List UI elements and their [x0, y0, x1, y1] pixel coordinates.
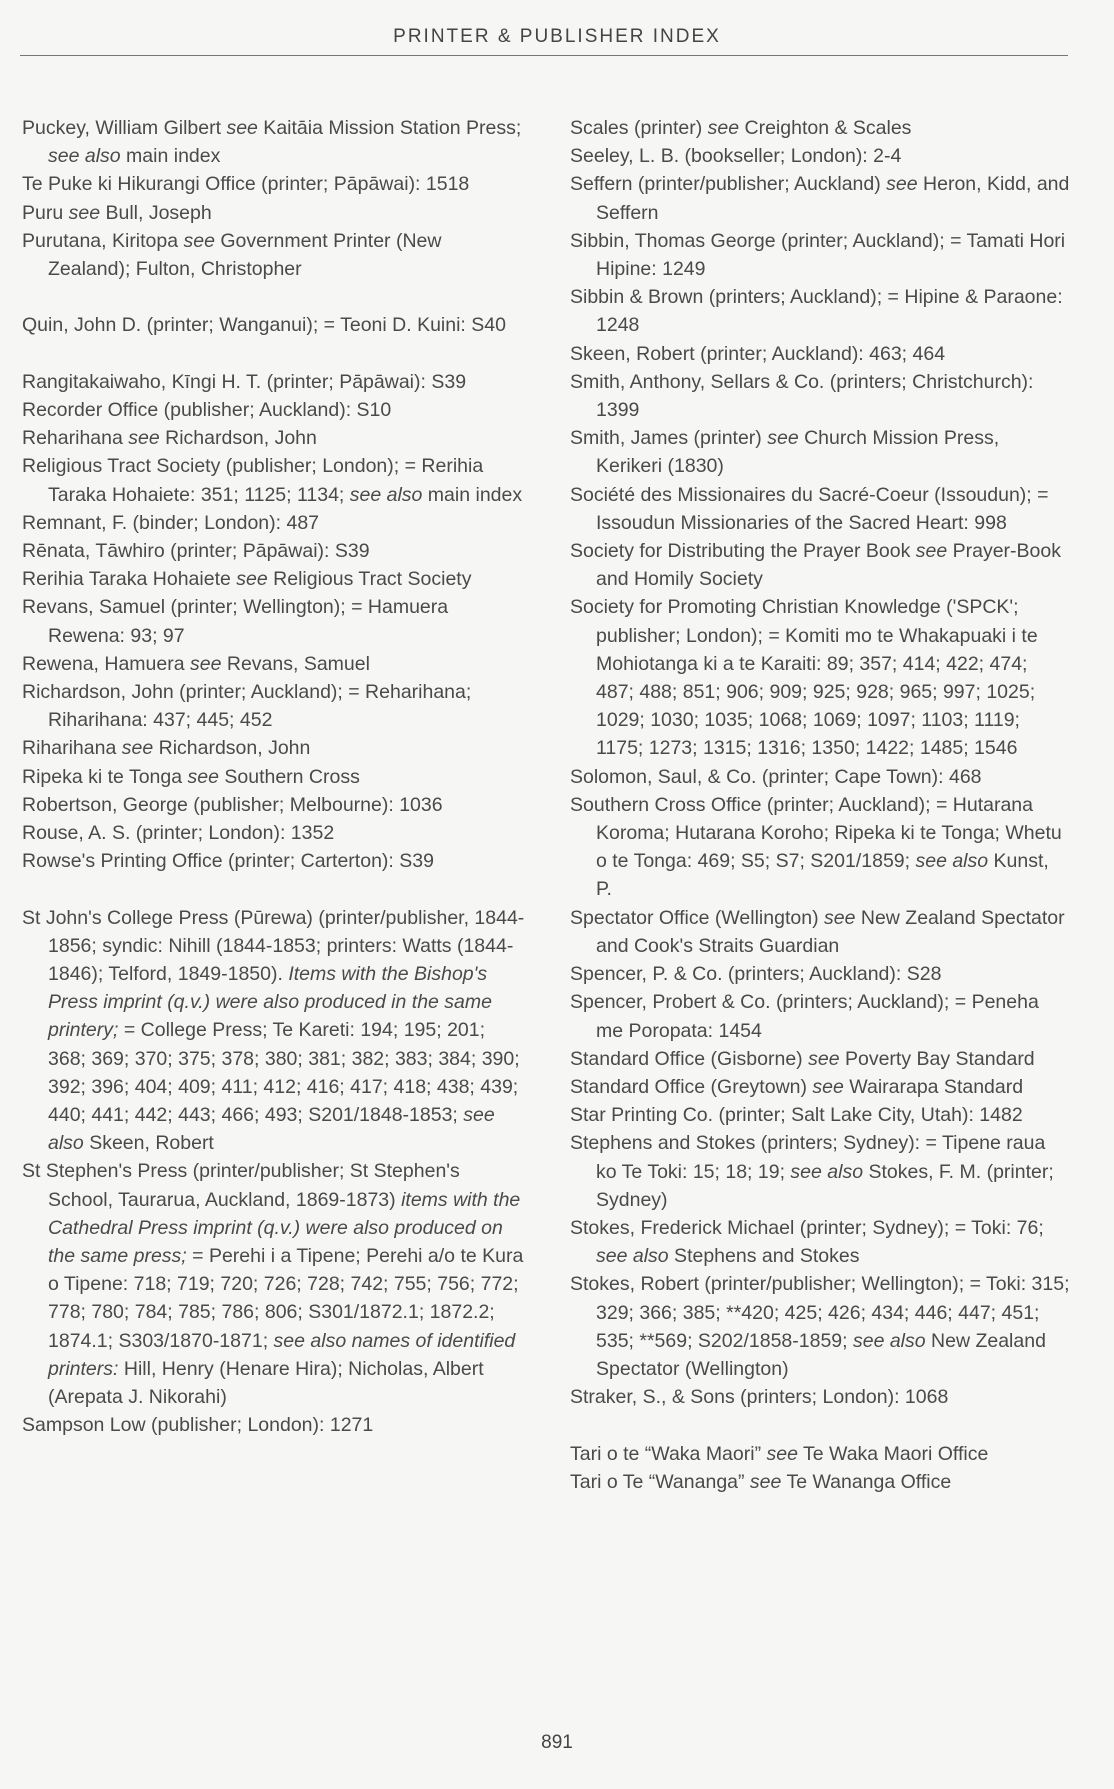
entry-gap: [22, 875, 527, 903]
entry-text: Smith, Anthony, Sellars & Co. (printers; Christchurch): 1399: [570, 370, 1034, 422]
index-entry: [570, 1214, 1070, 1270]
entry-text: = College Press; Te Kareti: 194; 195; 201; 368; 369; 370; 375; 378; 380; 381; 382; 383; 384; 390; 392; 396; 404; 409; 411; 412; 416; 417; 418; 438; 439; 440; 441; 442; 443; 466; 493; S201/1848-1853;: [48, 1019, 520, 1127]
entry-italic-text: see: [749, 1470, 782, 1493]
index-entry: [570, 1468, 1070, 1496]
entry-text: Société des Missionaires du Sacré-Coeur (Issoudun); = Issoudun Missionaries of the Sacred Heart: 998: [570, 483, 1049, 534]
entry-text: St Stephen's Press (printer/publisher; St Stephen's School, Taurarua, Auckland, 1869-1873): [22, 1160, 460, 1211]
entry-italic-text: see: [707, 117, 740, 139]
entry-italic-text: see: [121, 737, 154, 760]
entry-italic-text: see also names of identified printers:: [48, 1329, 516, 1380]
entry-italic-text: see: [68, 201, 101, 224]
index-entry: [570, 593, 1070, 762]
index-entry: [22, 199, 527, 227]
index-entry: [570, 1129, 1070, 1214]
entry-text: Prayer-Book and Homily Society: [596, 540, 1061, 591]
entry-italic-text: see also: [915, 850, 989, 873]
entry-text: Kaitāia Mission Station Press;: [257, 117, 522, 139]
entry-italic-text: Items with the Bishop's Press imprint (q.v.) were also produced in the same printery;: [48, 963, 492, 1042]
entry-italic-text: see: [886, 173, 918, 196]
entry-text: Stokes, Frederick Michael (printer; Sydney); = Toki: 76;: [570, 1216, 1044, 1239]
index-entry: [570, 904, 1070, 960]
entry-text: Heron, Kidd, and Seffern: [596, 173, 1070, 224]
index-entry: [22, 537, 527, 565]
entry-text: Bull, Joseph: [100, 201, 212, 224]
entry-text: Straker, S., & Sons (printers; London): 1068: [570, 1386, 949, 1409]
index-entry: [570, 1073, 1070, 1101]
entry-text: main index: [422, 483, 523, 506]
entry-italic-text: see: [767, 427, 799, 450]
index-entry: [570, 988, 1070, 1044]
entry-text: Rouse, A. S. (printer; London): 1352: [22, 822, 335, 845]
index-entry: [570, 368, 1070, 424]
entry-italic-text: see also: [349, 483, 423, 506]
entry-text: Seeley, L. B. (bookseller; London): 2-4: [570, 145, 902, 168]
entry-text: Puru: [22, 201, 69, 224]
entry-italic-text: see also: [852, 1329, 926, 1352]
entry-italic-text: see: [812, 1075, 844, 1098]
index-entry: [570, 424, 1070, 480]
entry-text: Te Wananga Office: [781, 1470, 952, 1493]
entry-text: Smith, James (printer): [570, 427, 768, 450]
entry-text: Puckey, William Gilbert: [22, 117, 227, 139]
entry-text: Remnant, F. (binder; London): 487: [22, 511, 320, 534]
index-entry: [570, 537, 1070, 593]
entry-text: Kunst, P.: [596, 850, 1049, 901]
index-entry: [570, 142, 1070, 170]
entry-text: main index: [120, 145, 221, 168]
entry-text: Tari o te “Waka Maori”: [570, 1442, 767, 1465]
entry-text: Spencer, P. & Co. (printers; Auckland): S28: [570, 963, 942, 986]
entry-gap: [570, 1411, 1070, 1439]
entry-text: Richardson, John: [159, 427, 317, 450]
index-entry: [22, 791, 527, 819]
entry-text: New Zealand Spectator (Wellington): [596, 1329, 1046, 1380]
entry-italic-text: see: [128, 427, 160, 450]
entry-italic-text: items with the Cathedral Press imprint (q.v.) were also produced on the same press;: [48, 1188, 521, 1268]
entry-text: Recorder Office (publisher; Auckland): S10: [22, 399, 392, 421]
entry-italic-text: see: [808, 1047, 840, 1070]
index-entry: [22, 734, 527, 762]
entry-text: Rēnata, Tāwhiro (printer; Pāpāwai): S39: [22, 540, 370, 563]
entry-text: Sibbin, Thomas George (printer; Auckland); = Tamati Hori Hipine: 1249: [570, 229, 1066, 281]
index-entry: [570, 960, 1070, 988]
index-entry: [22, 509, 527, 537]
index-entry: [22, 311, 527, 339]
index-entry: [570, 1045, 1070, 1073]
entry-italic-text: see: [766, 1442, 798, 1465]
entry-gap: [22, 340, 527, 368]
entry-italic-text: see: [915, 540, 948, 563]
entry-text: Te Waka Maori Office: [797, 1442, 989, 1465]
entry-text: Creighton & Scales: [739, 117, 912, 139]
entry-gap: [22, 283, 527, 311]
entry-text: Skeen, Robert: [83, 1132, 214, 1155]
entry-italic-text: see also: [48, 1104, 495, 1155]
entry-italic-text: see: [226, 117, 258, 139]
index-entry: [570, 1440, 1070, 1468]
entry-text: Seffern (printer/publisher; Auckland): [570, 173, 887, 196]
entry-text: Tari o Te “Wananga”: [570, 1470, 750, 1493]
entry-text: Southern Cross: [218, 765, 360, 788]
index-entry: [22, 452, 527, 508]
index-entry: [570, 481, 1070, 537]
entry-text: Te Puke ki Hikurangi Office (printer; Pāpāwai): 1518: [22, 173, 470, 196]
entry-italic-text: see also: [596, 1245, 669, 1268]
index-entry: [22, 819, 527, 847]
entry-italic-text: see: [183, 229, 215, 252]
entry-text: Sampson Low (publisher; London): 1271: [22, 1414, 374, 1437]
entry-text: Richardson, John: [153, 737, 311, 760]
entry-italic-text: see also: [48, 145, 121, 168]
index-entry: [570, 114, 1070, 142]
entry-text: Standard Office (Gisborne): [570, 1047, 809, 1070]
entry-text: Solomon, Saul, & Co. (printer; Cape Town): 468: [570, 765, 982, 788]
entry-italic-text: see: [190, 652, 222, 675]
index-entry: [22, 227, 527, 283]
entry-text: Scales (printer): [570, 117, 708, 139]
entry-text: Standard Office (Greytown): [570, 1075, 813, 1098]
entry-text: Richardson, John (printer; Auckland); = Reharihana; Riharihana: 437; 445; 452: [22, 681, 472, 732]
entry-text: Stephens and Stokes: [668, 1245, 860, 1268]
entry-text: Ripeka ki te Tonga: [22, 765, 188, 788]
index-entry: [570, 1101, 1070, 1129]
entry-text: St John's College Press (Pūrewa) (printer/publisher, 1844-1856; syndic: Nihill (1844-1853; printers: Watts (1844-1846); Telford, 1849-1850).: [22, 906, 525, 986]
index-entry: [22, 847, 527, 875]
entry-text: = Perehi i a Tipene; Perehi a/o te Kura o Tipene: 718; 719; 720; 726; 728; 742; 755; 756; 772; 778; 780; 784; 785; 786; 806; S301/1872.1; 1872.2; 1874.1; S303/1870-1871;: [48, 1245, 524, 1352]
entry-text: Rewena, Hamuera: [22, 652, 190, 675]
entry-text: Spectator Office (Wellington): [570, 906, 824, 929]
index-entry: [22, 1411, 527, 1439]
index-entry: [570, 1270, 1070, 1383]
entry-text: Hill, Henry (Henare Hira); Nicholas, Albert (Arepata J. Nikorahi): [48, 1357, 484, 1409]
index-entry: [570, 283, 1070, 339]
entry-text: Spencer, Probert & Co. (printers; Auckland); = Peneha me Poropata: 1454: [570, 991, 1039, 1042]
entry-text: Revans, Samuel (printer; Wellington); = Hamuera Rewena: 93; 97: [22, 596, 449, 647]
entry-text: Riharihana: [22, 737, 122, 760]
entry-text: Rangitakaiwaho, Kīngi H. T. (printer; Pāpāwai): S39: [22, 370, 467, 393]
entry-text: Church Mission Press, Kerikeri (1830): [596, 427, 1000, 478]
index-entry: [22, 1157, 527, 1411]
entry-text: Reharihana: [22, 427, 129, 450]
index-entry: [570, 170, 1070, 226]
entry-text: Rerihia Taraka Hohaiete: [22, 568, 237, 591]
index-entry: [570, 791, 1070, 904]
entry-text: Government Printer (New Zealand); Fulton, Christopher: [48, 229, 442, 281]
index-entry: [22, 368, 527, 396]
running-header: PRINTER & PUBLISHER INDEX: [393, 26, 721, 47]
entry-text: Stokes, Robert (printer/publisher; Wellington); = Toki: 315; 329; 366; 385; **420; 425; 426; 434; 446; 447; 451; 535; **569; S202/1858-1859;: [570, 1273, 1070, 1352]
entry-text: Purutana, Kiritopa: [22, 229, 184, 252]
entry-italic-text: see also: [790, 1160, 864, 1183]
index-entry: [22, 904, 527, 1158]
index-entry: [22, 650, 527, 678]
entry-text: Quin, John D. (printer; Wanganui); = Teoni D. Kuini: S40: [22, 314, 506, 337]
index-entry: [22, 763, 527, 791]
entry-italic-text: see: [236, 568, 268, 591]
entry-italic-text: see: [823, 906, 856, 929]
index-entry: [22, 424, 527, 452]
entry-text: Society for Promoting Christian Knowledge ('SPCK'; publisher; London); = Komiti mo te Whakapuaki i te Mohiotanga ki a te Karaiti: 89; 357; 414; 422; 474; 487; 488; 851; 906; 909; 925; 928; 965; 997; 1025; 1029; 1030; 1035; 1068; 1069; 1097; 1103; 1119; 1175; 1273; 1315; 1316; 1350; 1422; 1485; 1546: [570, 596, 1038, 760]
entry-text: Revans, Samuel: [221, 652, 370, 675]
entry-text: Star Printing Co. (printer; Salt Lake City, Utah): 1482: [570, 1104, 1023, 1127]
entry-text: Sibbin & Brown (printers; Auckland); = Hipine & Paraone: 1248: [570, 286, 1063, 337]
entry-text: Society for Distributing the Prayer Book: [570, 540, 916, 563]
entry-text: Poverty Bay Standard: [839, 1047, 1035, 1070]
entry-text: Skeen, Robert (printer; Auckland): 463; 464: [570, 342, 946, 365]
index-entry: [22, 396, 527, 424]
entry-text: Wairarapa Standard: [843, 1075, 1024, 1098]
index-entry: [22, 593, 527, 649]
entry-text: Rowse's Printing Office (printer; Carterton): S39: [22, 850, 434, 873]
entry-text: New Zealand Spectator and Cook's Straits Guardian: [596, 906, 1065, 957]
index-column-left: [22, 114, 527, 1440]
entry-text: Religious Tract Society: [267, 568, 472, 591]
index-entry: [570, 340, 1070, 368]
index-entry: [570, 1383, 1070, 1411]
page-number: 891: [541, 1732, 573, 1753]
entry-text: Robertson, George (publisher; Melbourne): 1036: [22, 793, 443, 816]
index-entry: [22, 170, 527, 198]
index-entry: [22, 565, 527, 593]
index-entry: [22, 114, 527, 170]
index-entry: [570, 763, 1070, 791]
header-rule: [20, 55, 1068, 56]
index-entry: [22, 678, 527, 734]
entry-text: Religious Tract Society (publisher; London); = Rerihia Taraka Hohaiete: 351; 1125; 1134;: [22, 455, 484, 506]
entry-text: Stephens and Stokes (printers; Sydney): = Tipene raua ko Te Toki: 15; 18; 19;: [570, 1132, 1046, 1183]
entry-italic-text: see: [187, 765, 219, 788]
index-column-right: [570, 114, 1070, 1496]
entry-text: Stokes, F. M. (printer; Sydney): [596, 1160, 1054, 1211]
index-entry: [570, 227, 1070, 283]
entry-text: Southern Cross Office (printer; Auckland); = Hutarana Koroma; Hutarana Koroho; Ripeka ki te Tonga; Whetu o te Tonga: 469; S5; S7; S201/1859;: [570, 793, 1062, 873]
